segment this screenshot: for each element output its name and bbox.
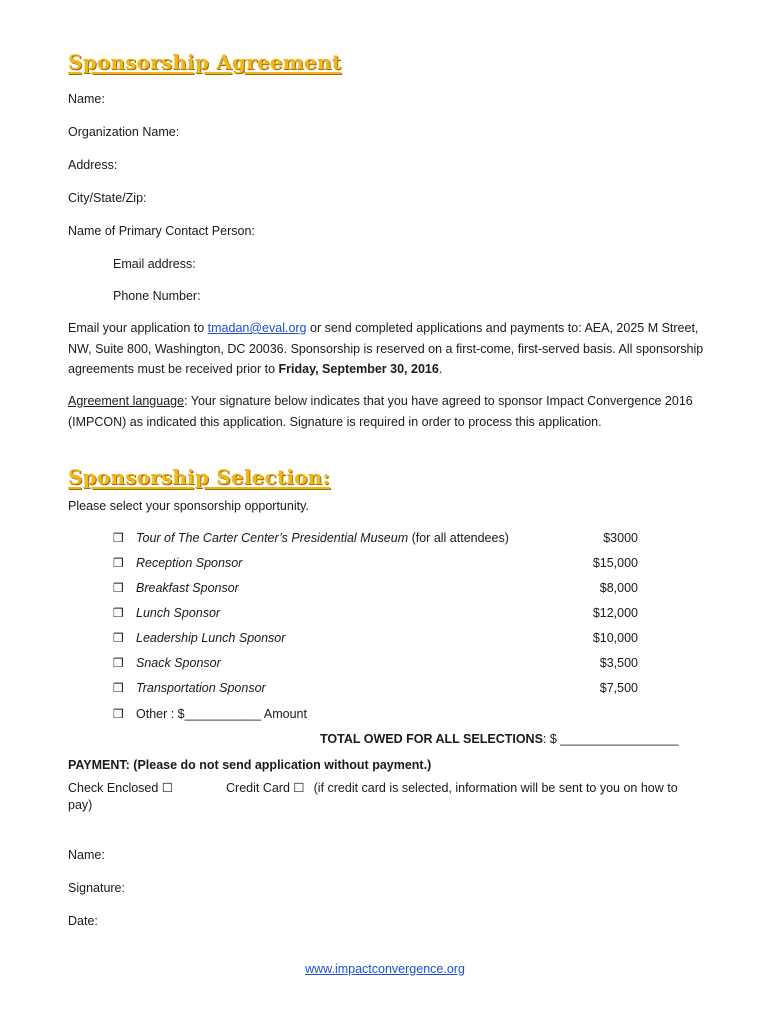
sponsorship-option-row — [113, 630, 638, 646]
other-option-row — [113, 706, 638, 722]
checkbox-icon[interactable]: ❒ — [113, 581, 124, 595]
credit-card-option — [226, 780, 678, 796]
agreement-text: : Your signature below indicates that you have agreed to sponsor Impact Convergence 2016 (IMPCON) as indicated this application. Signature is required in order to process this application. — [68, 394, 693, 429]
sponsorship-option-row — [113, 580, 638, 596]
checkbox-icon[interactable]: ❒ — [113, 707, 124, 721]
deadline-text: Friday, September 30, 2016 — [278, 362, 439, 376]
other-amount-label: Other : $___________ Amount — [136, 707, 307, 721]
credit-card-note-continued: pay) — [68, 798, 93, 812]
address-field-label: Address: — [68, 158, 118, 172]
email-link[interactable]: tmadan@eval.org — [207, 321, 307, 335]
footer — [0, 961, 770, 977]
sponsorship-option-price: $3000 — [603, 531, 638, 545]
agreement-label: Agreement language — [68, 394, 185, 408]
checkbox-icon[interactable]: ❒ — [113, 656, 124, 670]
sponsorship-option-name: Transportation Sponsor — [136, 681, 266, 695]
sponsorship-option-row — [113, 605, 638, 621]
sponsorship-option-price: $10,000 — [592, 631, 638, 645]
sponsorship-option-price: $12,000 — [592, 606, 638, 620]
sponsorship-option-name: Reception Sponsor — [136, 556, 243, 570]
signature-name-label: Name: — [68, 848, 105, 862]
instructions-paragraph — [68, 318, 708, 380]
sponsorship-option-note: (for all attendees) — [408, 531, 509, 545]
payment-heading: PAYMENT: (Please do not send application without payment.) — [68, 758, 432, 772]
total-owed-label: TOTAL OWED FOR ALL SELECTIONS — [320, 732, 543, 746]
sponsorship-option-price: $7,500 — [599, 681, 638, 695]
instructions-text-start: Email your application to — [68, 321, 208, 335]
sponsorship-option-name: Lunch Sponsor — [136, 606, 221, 620]
sponsorship-option-name: Snack Sponsor — [136, 656, 221, 670]
sponsorship-option-price: $3,500 — [599, 656, 638, 670]
name-field-label: Name: — [68, 92, 105, 106]
primary-contact-field-label: Name of Primary Contact Person: — [68, 224, 255, 238]
signature-label: Signature: — [68, 881, 125, 895]
total-owed — [320, 731, 678, 747]
checkbox-icon[interactable]: ❒ — [113, 531, 124, 545]
phone-field-label: Phone Number: — [113, 289, 201, 303]
sponsorship-option-name: Tour of The Carter Center’s Presidential Museum — [136, 531, 409, 545]
checkbox-icon[interactable]: ❒ — [113, 556, 124, 570]
sponsorship-option-row — [113, 530, 638, 546]
sponsorship-option-row — [113, 555, 638, 571]
checkbox-icon[interactable]: ❒ — [113, 631, 124, 645]
instructions-text-end: . — [438, 362, 443, 376]
credit-card-note: (if credit card is selected, information will be sent to you on how to — [313, 781, 678, 795]
selection-heading: Sponsorship Selection: — [68, 465, 330, 489]
sponsorship-option-label — [136, 555, 242, 571]
sponsorship-option-label — [136, 605, 220, 621]
sponsorship-option-row — [113, 655, 638, 671]
sponsorship-option-label — [136, 530, 509, 546]
check-enclosed-label: Check Enclosed — [68, 781, 159, 795]
sponsorship-option-label — [136, 655, 221, 671]
credit-card-checkbox-icon[interactable]: ☐ — [293, 781, 305, 795]
checkbox-icon[interactable]: ❒ — [113, 606, 124, 620]
page-title: Sponsorship Agreement — [68, 50, 342, 74]
sponsorship-option-name: Leadership Lunch Sponsor — [136, 631, 286, 645]
agreement-paragraph — [68, 391, 708, 432]
credit-card-label: Credit Card — [226, 781, 290, 795]
instructions-text-mid: or send completed applications and payments to: AEA, 2025 M Street, NW, Suite 800, Washington, DC 20036. Sponsorship is reserved on a first-come, first-served basis. All sponsorship agreements must be received prior to — [68, 321, 704, 376]
city-state-zip-field-label: City/State/Zip: — [68, 191, 147, 205]
sponsorship-option-price: $15,000 — [592, 556, 638, 570]
sponsorship-option-label — [136, 630, 285, 646]
email-field-label: Email address: — [113, 257, 196, 271]
sponsorship-option-price: $8,000 — [599, 581, 638, 595]
check-enclosed-option — [68, 780, 173, 796]
organization-field-label: Organization Name: — [68, 125, 180, 139]
selection-prompt: Please select your sponsorship opportunity. — [68, 499, 309, 513]
sponsorship-option-label — [136, 680, 266, 696]
check-enclosed-checkbox-icon[interactable]: ☐ — [161, 781, 174, 795]
total-owed-value: : $ _________________ — [542, 732, 679, 746]
website-link[interactable]: www.impactconvergence.org — [305, 962, 465, 976]
sponsorship-option-name: Breakfast Sponsor — [136, 581, 239, 595]
sponsorship-option-row — [113, 680, 638, 696]
sponsorship-option-label — [136, 580, 239, 596]
checkbox-icon[interactable]: ❒ — [113, 681, 124, 695]
date-label: Date: — [68, 914, 98, 928]
